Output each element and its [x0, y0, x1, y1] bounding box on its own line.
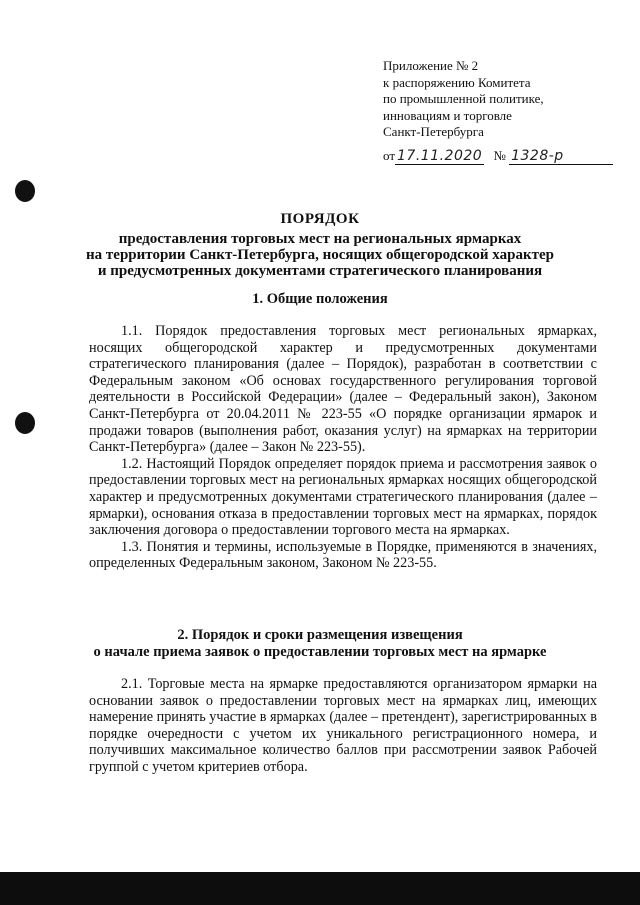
title-line: на территории Санкт-Петербурга, носящих общегородской характер	[86, 247, 554, 263]
handwritten-date: 17.11.2020	[397, 148, 483, 164]
date-prefix: от	[383, 148, 396, 163]
appendix-block	[383, 58, 544, 141]
appendix-line: к распоряжению Комитета	[383, 74, 531, 90]
number-prefix: №	[493, 148, 506, 163]
section-2-heading	[0, 627, 640, 661]
section-1-body	[89, 323, 597, 572]
title-line: и предусмотренных документами стратегического планирования	[97, 263, 543, 279]
title-heading: ПОРЯДОК	[280, 211, 360, 227]
section-1-heading: 1. Общие положения	[252, 291, 388, 307]
punch-hole-middle	[15, 412, 35, 434]
heading-line: 2. Порядок и сроки размещения извещения	[177, 627, 463, 643]
heading-line: о начале приема заявок о предоставлении торговых мест на ярмарке	[93, 644, 547, 660]
paragraph: 1.1. Порядок предоставления торговых мест региональных ярмарках, носящих общегородской характер и предусмотренных документами стратегического планирования (далее – Порядок), разработан в соответствии с Федеральным законом «Об основах государственного регулирования торговой деятельности в Российской Федерации» (далее – Федеральный закон), Законом Санкт-Петербурга от 20.04.2011 № 223-55 «О порядке организации ярмарок и продажи товаров (выполнения работ, оказания услуг) на ярмарках на территории Санкт-Петербурга» (далее – Закон № 223-55).	[89, 323, 597, 456]
title-line: предоставления торговых мест на региональных ярмарках	[118, 231, 522, 247]
appendix-line: инновациям и торговле	[383, 107, 512, 123]
punch-hole-top	[15, 180, 35, 202]
document-title	[0, 211, 640, 279]
appendix-line: Приложение № 2	[383, 58, 479, 73]
appendix-line: Санкт-Петербурга	[383, 124, 484, 139]
appendix-line: по промышленной политике,	[383, 91, 544, 106]
paragraph: 2.1. Торговые места на ярмарке предоставляются организатором ярмарки на основании заявок о предоставлении торговых мест на ярмарках лиц, имеющих намерение принять участие в ярмарках (далее – претендент), зарегистрированных в порядке очередности с учетом их уникального регистрационного номера, и получивших максимальное количество баллов при рассмотрении заявок Рабочей группой с учетом критериев отбора.	[89, 676, 597, 775]
handwritten-number: 1328-р	[509, 148, 613, 165]
scan-bottom-edge	[0, 872, 640, 905]
section-2-body	[89, 676, 597, 776]
paragraph: 1.3. Понятия и термины, используемые в Порядке, применяются в значениях, определенных Федеральным законом, Законом № 223-55.	[89, 538, 597, 572]
order-date-number	[383, 148, 613, 165]
paragraph: 1.2. Настоящий Порядок определяет порядок приема и рассмотрения заявок о предоставлении торговых мест на региональных ярмарках носящих общегородской характер и предусмотренных документами стратегического планирования (далее – ярмарки), основания отказа в предоставлении торговых мест на ярмарках, порядок заключения договора о предоставлении торгового места на ярмарках.	[89, 455, 597, 539]
